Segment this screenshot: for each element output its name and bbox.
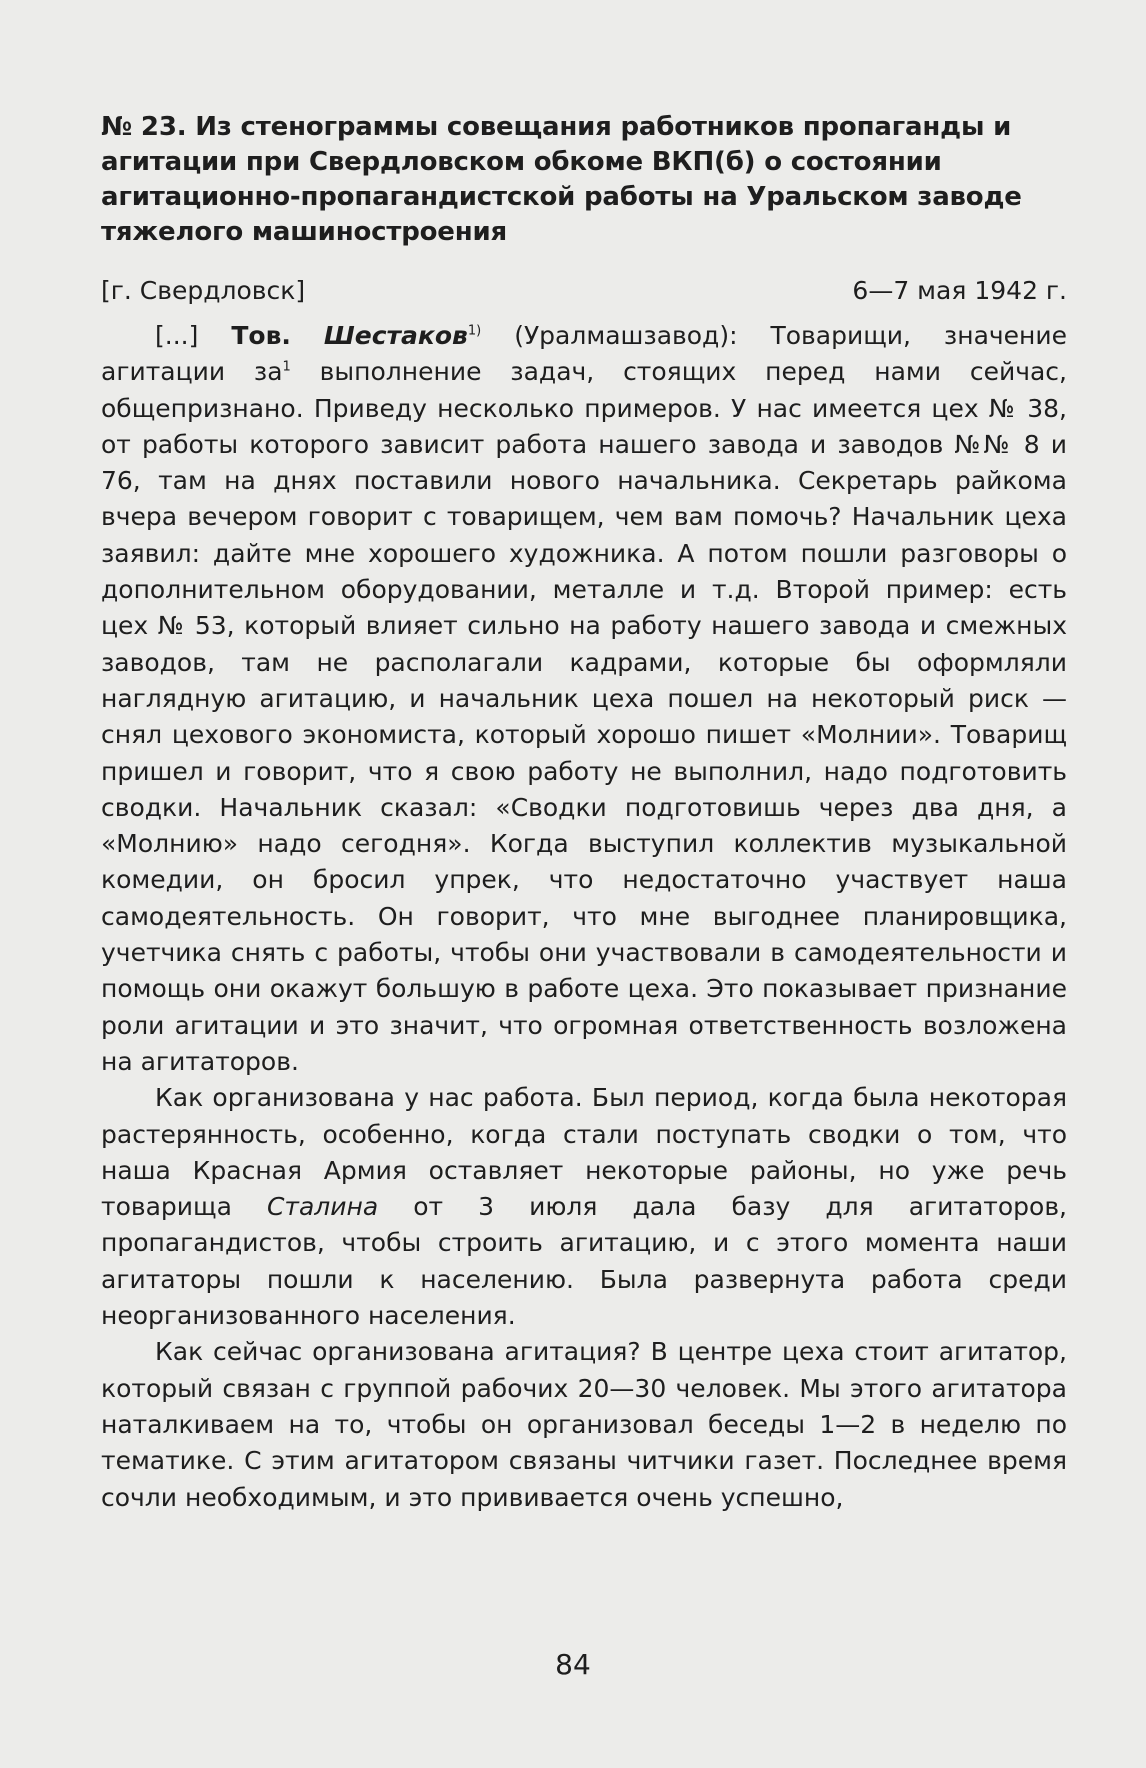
paragraph-2 (101, 1080, 1067, 1334)
paragraph-2-text-b: от 3 июля дала базу для агитаторов, пропагандистов, чтобы строить агитацию, и с этого момента наши агитаторы пошли к населению. Была развернута работа среди неорганизованного населения. (101, 1192, 1067, 1331)
document-date: 6—7 мая 1942 г. (852, 276, 1067, 305)
paragraph-1-text-b: выполнение задач, стоящих перед нами сейчас, общепризнано. Приведу несколько примеров. У нас имеется цех № 38, от работы которого зависит работа нашего завода и заводов №№ 8 и 76, там на днях поставили нового начальника. Секретарь райкома вчера вечером говорит с товарищем, чем вам помочь? Начальник цеха заявил: дайте мне хорошего художника. А потом пошли разговоры о дополнительном оборудовании, металле и т.д. Второй пример: есть цех № 53, который влияет сильно на работу нашего завода и смежных заводов, там не располагали кадрами, которые бы оформляли наглядную агитацию, и начальник цеха пошел на некоторый риск — снял цехового экономиста, который хорошо пишет «Молнии». Товарищ пришел и говорит, что я свою работу не выполнил, надо подготовить сводки. Начальник сказал: «Сводки подготовишь через два дня, а «Молнию» надо сегодня». Когда выступил коллектив музыкальной комедии, он бросил упрек, что недостаточно участвует наша самодеятельность. Он говорит, что мне выгоднее планировщика, учетчика снять с работы, чтобы они участвовали в самодеятельности и помощь они окажут большую в работе цеха. Это показывает признание роли агитации и это значит, что огромная ответственность возложена на агитаторов. (101, 357, 1067, 1076)
italic-name-stalin: Сталина (266, 1192, 379, 1222)
speaker-prefix: Тов. (231, 321, 291, 350)
footnote-ref-1: 1) (467, 323, 482, 339)
document-place: [г. Свердловск] (101, 276, 306, 305)
paragraph-1 (101, 318, 1067, 1080)
paragraph-3 (101, 1334, 1067, 1515)
page-number: 84 (555, 1648, 591, 1681)
paragraph-1-text-a: (Уралмашзавод): Товарищи, значение агитации за (101, 321, 1068, 387)
footnote-ref-2: 1 (282, 359, 291, 375)
paragraph-3-text: Как сейчас организована агитация? В центре цеха стоит агитатор, который связан с группой рабочих 20—30 человек. Мы этого агитатора наталкиваем на то, чтобы он организовал беседы 1—2 в неделю по тематике. С этим агитатором связаны читчики газет. Последнее время сочли необходимым, и это прививается очень успешно, (101, 1337, 1067, 1512)
paragraph-2-text-a: Как организована у нас работа. Был период, когда была некоторая растерянность, особенно, когда стали поступать сводки о том, что наша Красная Армия оставляет некоторые районы, но уже речь товарища (101, 1083, 1067, 1222)
omission-mark: [...] (155, 321, 199, 350)
text-column (101, 110, 1067, 1516)
place-date-line (101, 273, 1067, 309)
speaker-name: Шестаков (323, 321, 468, 350)
document-title: № 23. Из стенограммы совещания работников пропаганды и агитации при Свердловском обкоме ВКП(б) о состоянии агитационно-пропагандистской работы на Уральском заводе тяжелого машиностроения (101, 112, 1022, 247)
